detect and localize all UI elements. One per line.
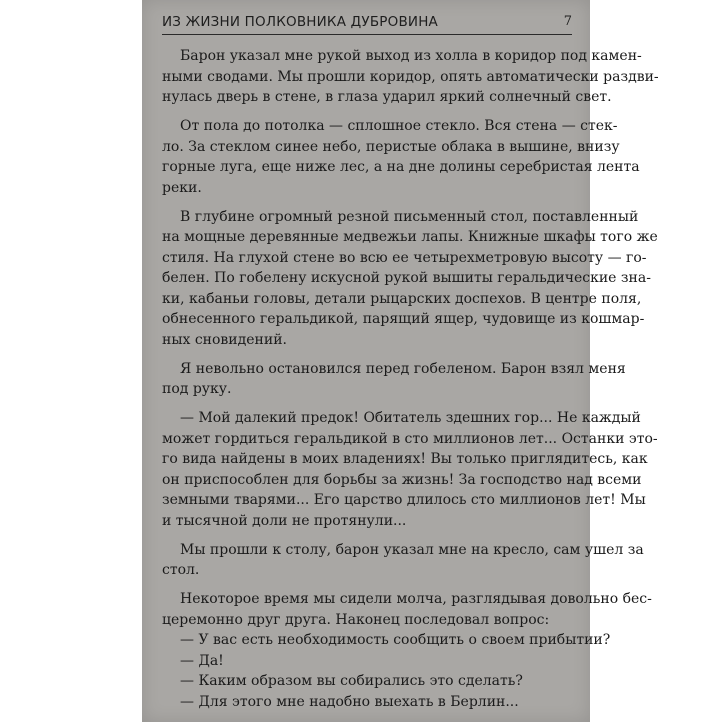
text-line: он приспособлен для борьбы за жизнь! За господство над всеми — [162, 471, 642, 488]
text-line: стиля. На глухой стене во всю ее четырехметровую высоту — го- — [162, 249, 647, 266]
text-line: От пола до потолка — сплошное стекло. Вся стена — стек- — [180, 118, 618, 134]
text-line: ки, кабаньи головы, детали рыцарских доспехов. В центре поля, — [162, 290, 642, 307]
dialogue-line: — Да! — [180, 652, 224, 669]
text-line: белен. По гобелену искусной рукой вышиты геральдические зна- — [162, 270, 651, 286]
text-line: Мы прошли к столу, барон указал мне на кресло, сам ушел за — [180, 541, 644, 558]
text-line: под руку. — [162, 381, 232, 397]
text-line: Барон указал мне рукой выход из холла в коридор под камен- — [180, 48, 642, 64]
text-line: земными тварями... Его царство длилось сто миллионов лет! Мы — [162, 492, 646, 508]
dialogue-line: — У вас есть необходимость сообщить о своем прибытии? — [180, 632, 611, 648]
text-line: может гордиться геральдикой в сто миллионов лет... Останки это- — [162, 430, 658, 447]
text-line: нулась дверь в стене, в глаза ударил яркий солнечный свет. — [162, 89, 612, 105]
text-line: В глубине огромный резной письменный стол, поставленный — [180, 208, 639, 225]
text-line: церемонно друг друга. Наконец последовал вопрос: — [162, 611, 550, 628]
page-number: 7 — [563, 14, 572, 29]
text-line: ными сводами. Мы прошли коридор, опять автоматически раздви- — [162, 68, 659, 85]
text-line: на мощные деревянные медвежьи лапы. Книжные шкафы того же — [162, 229, 658, 245]
running-title: ИЗ ЖИЗНИ ПОЛКОВНИКА ДУБРОВИНА — [162, 14, 438, 30]
text-line: горные луга, еще ниже лес, а на дне долины серебристая лента — [162, 159, 640, 175]
text-line: стол. — [162, 562, 200, 578]
text-line: обнесенного геральдикой, парящий ящер, чудовище из кошмар- — [162, 311, 645, 327]
book-page — [142, 0, 659, 722]
text-line: го вида найдены в моих владениях! Вы только приглядитесь, как — [162, 451, 648, 467]
dialogue-line: — Для этого мне надобно выехать в Берлин... — [180, 693, 519, 710]
dialogue-line: — Каким образом вы собирались это сделать? — [180, 673, 523, 689]
body-text — [162, 46, 659, 712]
text-line: ло. За стеклом синее небо, перистые облака в вышине, внизу — [162, 138, 620, 155]
text-line: — Мой далекий предок! Обитатель здешних гор... Не каждый — [180, 410, 641, 426]
text-line: и тысячной доли не протянули... — [162, 512, 407, 529]
text-line: Я невольно остановился перед гобеленом. Барон взял меня — [180, 360, 626, 377]
text-line: Некоторое время мы сидели молча, разглядывая довольно бес- — [180, 591, 652, 607]
text-line: ных сновидений. — [162, 331, 287, 348]
page-header — [162, 14, 572, 35]
text-line: реки. — [162, 179, 202, 196]
